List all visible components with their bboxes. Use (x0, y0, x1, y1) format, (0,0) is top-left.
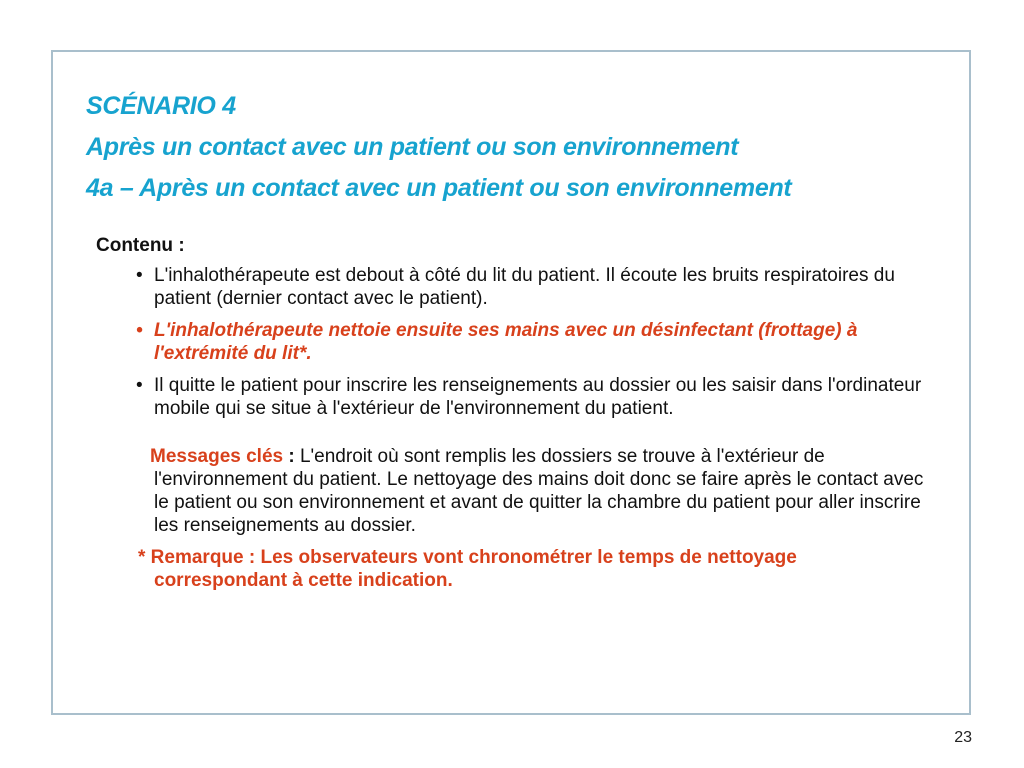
title-line-3: 4a – Après un contact avec un patient ou son environnement (86, 174, 792, 202)
page-number: 23 (954, 729, 972, 746)
key-messages-colon: : (288, 446, 295, 467)
key-messages-text: L'endroit où sont remplis les dossiers se trouve à l'extérieur de l'environnement du patient. Le nettoyage des mains doit donc se faire après le contact avec le patient ou son environnement et avant de quitter la chambre du patient pour aller inscrire les renseignements au dossier. (154, 446, 924, 536)
bullet-text-3: Il quitte le patient pour inscrire les renseignements au dossier ou les saisir dans l'ordinateur mobile qui se situe à l'extérieur de l'environnement du patient. (154, 375, 922, 419)
title-line-2: Après un contact avec un patient ou son environnement (86, 133, 739, 161)
content-bullet-list (96, 264, 926, 420)
bullet-text-1: L'inhalothérapeute est debout à côté du lit du patient. Il écoute les bruits respiratoires du patient (dernier contact avec le patient). (154, 265, 895, 309)
bullet-item-1 (96, 264, 926, 310)
slide-title (86, 86, 966, 209)
remark-note: * Remarque : Les observateurs vont chronométrer le temps de nettoyage correspondant à cette indication. (138, 547, 797, 591)
bullet-item-3 (96, 374, 926, 420)
bullet-dot-icon: • (136, 375, 143, 396)
bullet-dot-icon: • (136, 265, 143, 286)
bullet-dot-icon: • (136, 320, 143, 341)
title-line-1: SCÉNARIO 4 (86, 92, 236, 120)
content-label: Contenu : (96, 235, 185, 256)
slide-content (96, 234, 926, 592)
key-messages-label: Messages clés (150, 446, 284, 467)
key-messages (96, 445, 926, 537)
bullet-text-2: L'inhalothérapeute nettoie ensuite ses mains avec un désinfectant (frottage) à l'extrémité du lit*. (154, 320, 858, 364)
bullet-item-2 (96, 319, 926, 365)
